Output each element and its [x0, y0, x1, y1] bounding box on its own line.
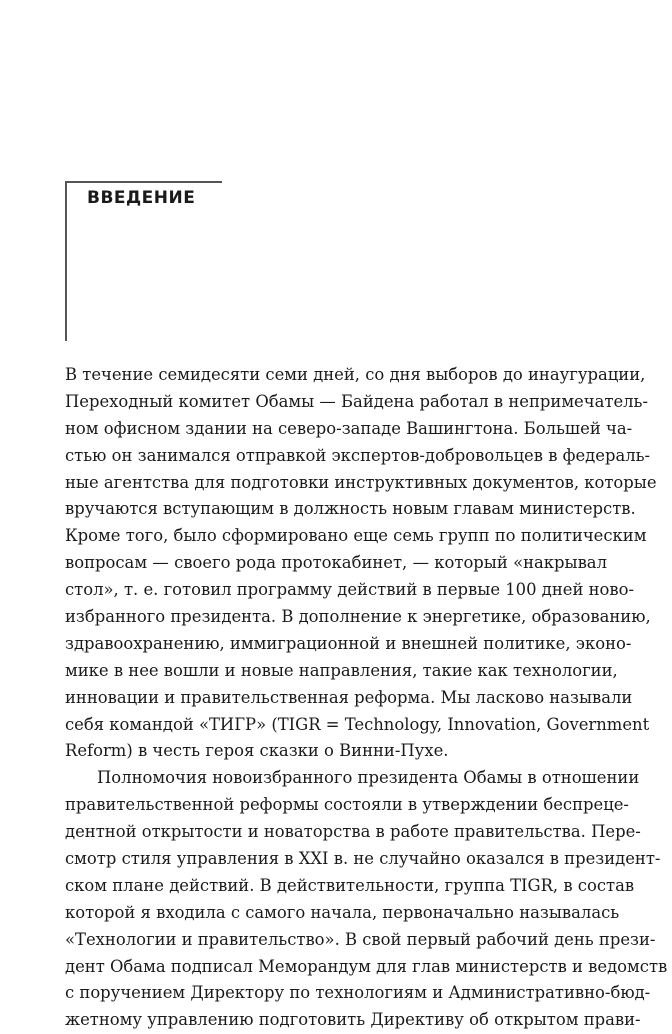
- text-line: правительственной реформы состояли в утверждении беспреце-: [65, 795, 629, 815]
- text-line: стол», т. е. готовил программу действий в первые 100 дней ново-: [65, 580, 634, 600]
- body-text: [65, 362, 668, 1034]
- text-line: которой я входила с самого начала, первоначально называлась: [65, 902, 620, 922]
- text-line: ном офисном здании на северо-западе Вашингтона. Большей ча-: [65, 418, 633, 438]
- paragraph-1: [65, 362, 657, 765]
- text-line: Reform) в честь героя сказки о Винни-Пухе.: [65, 741, 449, 761]
- text-line: Полномочия новоизбранного президента Обамы в отношении: [97, 768, 640, 788]
- text-line: здравоохранению, иммиграционной и внешней политике, эконо-: [65, 633, 632, 653]
- text-line: дентной открытости и новаторства в работе правительства. Пере-: [65, 822, 641, 842]
- text-line: Переходный комитет Обамы — Байдена работал в непримечатель-: [65, 391, 649, 411]
- text-line: вопросам — своего рода протокабинет, — который «накрывал: [65, 553, 607, 573]
- text-line: дент Обама подписал Меморандум для глав министерств и ведомств: [65, 956, 668, 976]
- text-line: вручаются вступающим в должность новым главам министерств.: [65, 499, 636, 519]
- chapter-title: ВВЕДЕНИЕ: [87, 188, 196, 208]
- text-line: «Технологии и правительство». В свой первый рабочий день прези-: [65, 929, 656, 949]
- text-line: смотр стиля управления в XXI в. не случайно оказался в президент-: [65, 849, 661, 869]
- text-line: инновации и правительственная реформа. Мы ласково называли: [65, 687, 633, 707]
- text-line: стью он занимался отправкой экспертов-добровольцев в федераль-: [65, 445, 651, 465]
- text-line: избранного президента. В дополнение к энергетике, образованию,: [65, 607, 651, 627]
- text-line: мике в нее вошли и новые направления, такие как технологии,: [65, 660, 618, 680]
- text-line: себя командой «ТИГР» (TIGR = Technology, Innovation, Government: [65, 714, 650, 734]
- text-line: ском плане действий. В действительности, группа TIGR, в состав: [65, 875, 635, 895]
- text-line: ные агентства для подготовки инструктивных документов, которые: [65, 472, 657, 492]
- text-line: с поручением Директору по технологиям и Административно-бюд-: [65, 983, 651, 1003]
- paragraph-2: [65, 765, 668, 1034]
- text-line: Кроме того, было сформировано еще семь групп по политическим: [65, 526, 647, 546]
- text-line: жетному управлению подготовить Директиву об открытом прави-: [65, 1010, 641, 1030]
- text-line: В течение семидесяти семи дней, со дня выборов до инаугурации,: [65, 365, 646, 384]
